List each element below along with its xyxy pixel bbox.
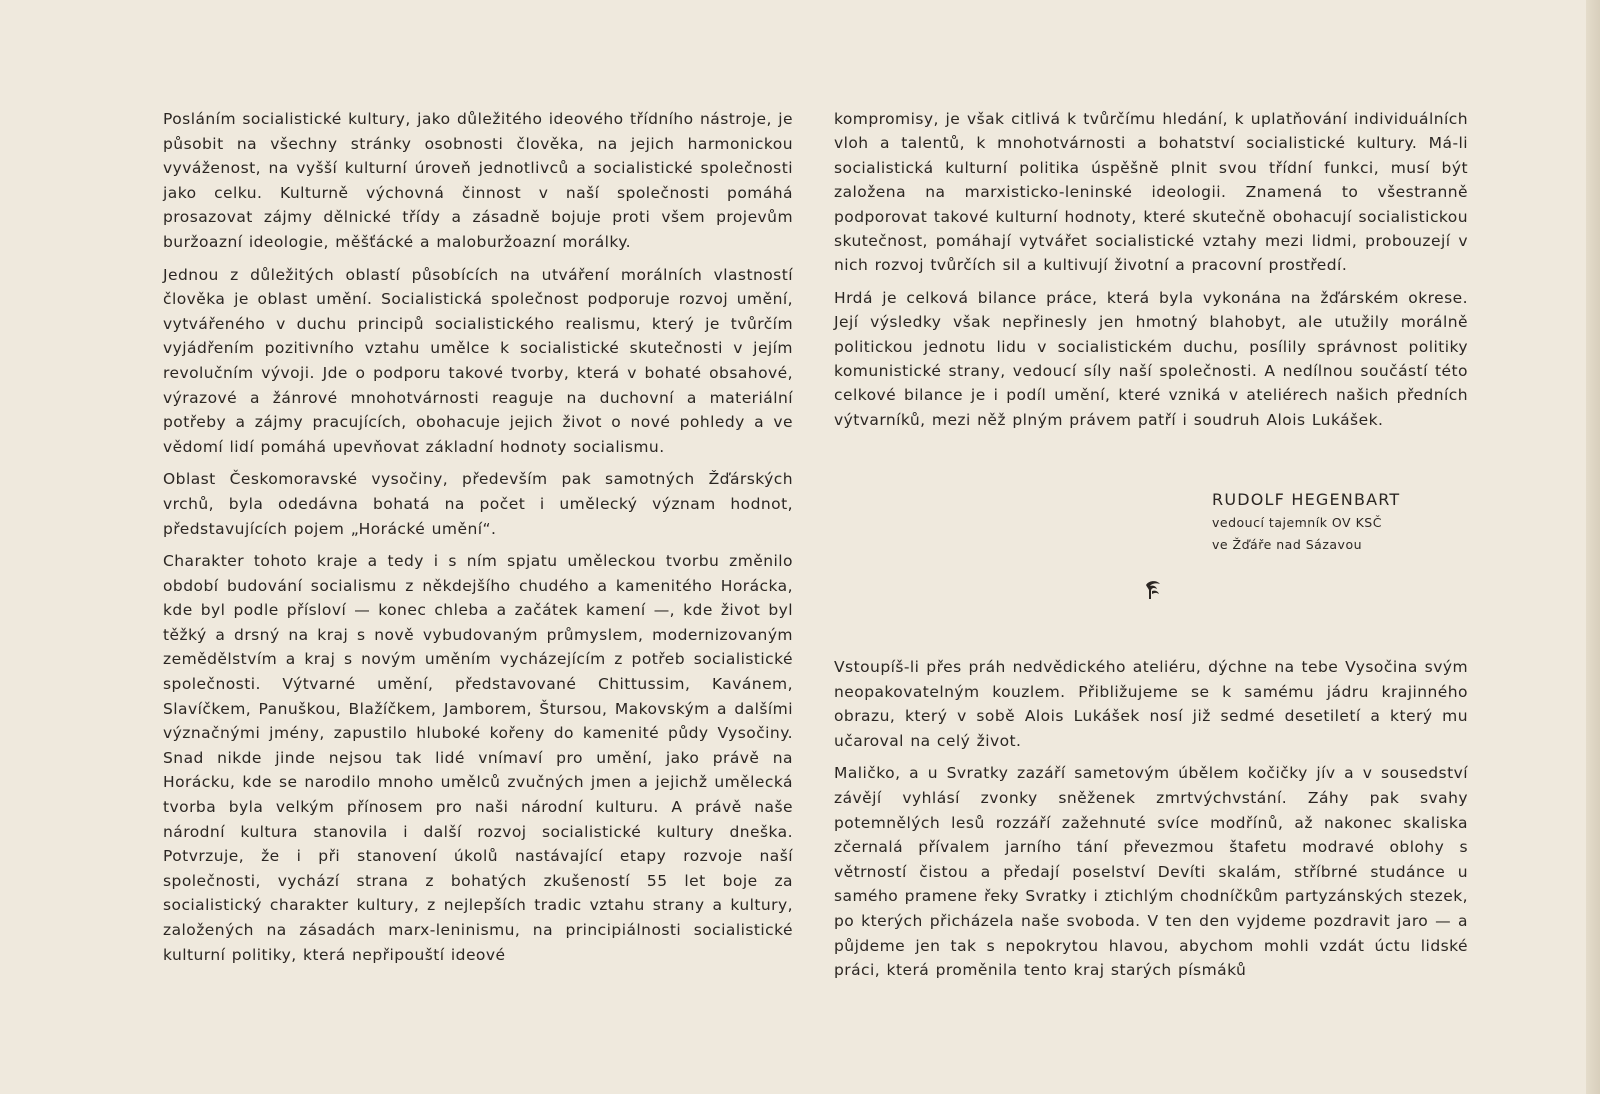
right-column-lower bbox=[834, 655, 1468, 991]
signature-name: RUDOLF HEGENBART bbox=[1212, 490, 1401, 509]
left-column bbox=[163, 107, 793, 975]
signature-block bbox=[1212, 488, 1400, 556]
paragraph: kompromisy, je však citlivá k tvůrčímu hledání, k uplatňování individuálních vloh a talentů, k mnohotvárnosti a bohatství socialistické kultury. Má-li socialistická kulturní politika úspěšně plnit svou třídní funkci, musí být založena na marxisticko-leninské ideologii. Znamená to všestranně podporovat takové kulturní hodnoty, které skutečně obohacují socialistickou skutečnost, pomáhají vytvářet socialistické vztahy mezi lidmi, probouzejí v nich rozvoj tvůrčích sil a kultivují životní a pracovní prostředí. bbox=[834, 110, 1468, 275]
paragraph: Posláním socialistické kultury, jako důležitého ideového třídního nástroje, je působit na všechny stránky osobnosti člověka, na jejich harmonickou vyváženost, na vyšší kulturní úroveň jednotlivců a socialistické společnosti jako celku. Kulturně výchovná činnost v naší společnosti pomáhá prosazovat zájmy dělnické třídy a zásadně bojuje proti všem projevům buržoazní ideologie, měšťácké a maloburžoazní morálky. bbox=[163, 110, 793, 251]
paragraph: Oblast Českomoravské vysočiny, především pak samotných Žďárských vrchů, byla odedávna bohatá na počet i umělecký význam hodnot, představujících pojem „Horácké umění“. bbox=[163, 470, 793, 538]
paragraph: Charakter tohoto kraje a tedy i s ním spjatu uměleckou tvorbu změnilo období budování socialismu z někdejšího chudého a kamenitého Horácka, kde byl podle přísloví — konec chleba a začátek kamení —, kde život byl těžký a drsný na kraj s nově vybudovaným průmyslem, modernizovaným zemědělstvím a kraj s novým uměním vycházejícím z potřeb socialistické společnosti. Výtvarné umění, představované Chittussim, Kavánem, Slavíčkem, Panuškou, Blažíčkem, Jamborem, Štursou, Makovským a dalšími význačnými jmény, zapustilo hluboké kořeny do kamenité půdy Vysočiny. Snad nikde jinde nejsou tak lidé vnímaví pro umění, jako právě na Horácku, kde se narodilo mnoho umělců zvučných jmen a jejichž umělecká tvorba byla velkým přínosem pro naši národní kulturu. A právě naše národní kultura stanovila i další rozvoj socialistické kultury dneška. Potvrzuje, že i při stanovení úkolů nastávající etapy rozvoje naší společnosti, vychází strana z bohatých zkušeností 55 let boje za socialistický charakter kultury, z nejlepších tradic vztahu strany a kultury, založených na zásadách marx-leninismu, na principiálnosti socialistické kulturní politiky, která nepřipouští ideové bbox=[163, 552, 793, 964]
paragraph: Jednou z důležitých oblastí působících na utváření morálních vlastností člověka je oblast umění. Socialistická společnost podporuje rozvoj umění, vytvářeného v duchu principů socialistického realismu, který je tvůrčím vyjádřením pozitivního vztahu umělce k socialistické skutečnosti v jejím revolučním vývoji. Jde o podporu takové tvorby, která v bohaté obsahové, výrazové a žánrové mnohotvárnosti reaguje na duchovní a materiální potřeby a zájmy pracujících, obohacuje jejich život o nové pohledy a ve vědomí lidí pomáhá upevňovat základní hodnoty socialismu. bbox=[163, 265, 793, 456]
paragraph: Vstoupíš-li přes práh nedvědického ateliéru, dýchne na tebe Vysočina svým neopakovatelným kouzlem. Přibližujeme se k samému jádru krajinného obrazu, který v sobě Alois Lukášek nosí již sedmé desetiletí a který mu učaroval na celý život. bbox=[834, 658, 1468, 750]
paragraph: Maličko, a u Svratky zazáří sametovým úbělem kočičky jív a v sousedství závějí vyhlásí zvonky sněženek zmrtvýchvstání. Záhy pak svahy potemnělých lesů rozzáří zažehnuté svíce modřínů, až nakonec skaliska zčernalá přívalem jarního tání převezmou štafetu modravé oblohy s větrností čistou a předají poselství Devíti skalám, stříbrné studánce u samého pramene řeky Svratky i ztichlým chodníčkům partyzánských stezek, po kterých přicházela naše svoboda. V ten den vyjdeme pozdravit jaro — a půjdeme jen tak s nepokrytou hlavou, abychom mohli vzdát úctu lidské práci, která proměnila tento kraj starých písmáků bbox=[834, 764, 1468, 980]
page-edge bbox=[1586, 0, 1600, 1094]
signature-title: vedoucí tajemník OV KSČ bbox=[1212, 515, 1382, 530]
floral-ornament-icon bbox=[1143, 577, 1163, 601]
right-column bbox=[834, 107, 1468, 440]
signature-location: ve Žďáře nad Sázavou bbox=[1212, 537, 1363, 552]
paragraph: Hrdá je celková bilance práce, která byla vykonána na žďárském okrese. Její výsledky však nepřinesly jen hmotný blahobyt, ale utužily morálně politickou jednotu lidu v socialistickém duchu, posílily správnost politiky komunistické strany, vedoucí síly naší společnosti. A nedílnou součástí této celkové bilance je i podíl umění, které vzniká v ateliérech našich předních výtvarníků, mezi něž plným právem patří i soudruh Alois Lukášek. bbox=[834, 288, 1468, 429]
